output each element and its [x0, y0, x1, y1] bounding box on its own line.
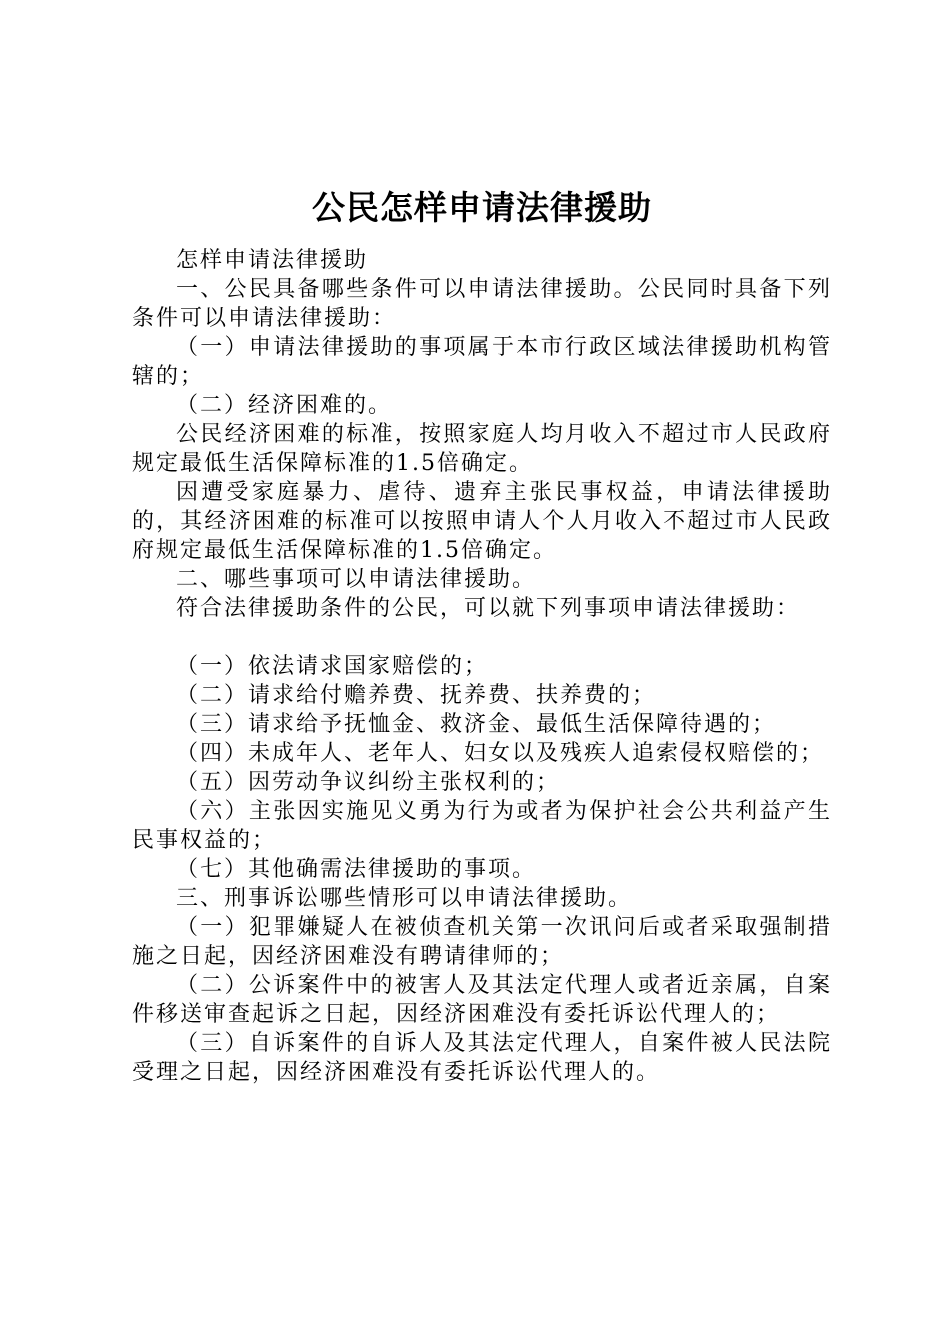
paragraph-matter-5: （五）因劳动争议纠纷主张权利的；: [176, 770, 561, 795]
paragraph-hardship-standard: 公民经济困难的标准，按照家庭人均月收入不超过市人民政府规定最低生活保障标准的1.5倍确定。: [132, 422, 832, 476]
paragraph-criminal-2: （二）公诉案件中的被害人及其法定代理人或者近亲属，自案件移送审查起诉之日起，因经济困难没有委托诉讼代理人的；: [132, 973, 832, 1027]
paragraph-matter-2: （二）请求给付赡养费、抚养费、扶养费的；: [176, 683, 657, 708]
paragraph-matter-4: （四）未成年人、老年人、妇女以及残疾人追索侵权赔偿的；: [176, 741, 825, 766]
document-body: [132, 246, 832, 1087]
paragraph-section-3-heading: 三、刑事诉讼哪些情形可以申请法律援助。: [176, 886, 633, 911]
paragraph-criminal-1: （一）犯罪嫌疑人在被侦查机关第一次讯问后或者采取强制措施之日起，因经济困难没有聘请律师的；: [132, 915, 832, 969]
paragraph-section-2-intro: 符合法律援助条件的公民，可以就下列事项申请法律援助：: [176, 596, 801, 621]
paragraph-matter-6: （六）主张因实施见义勇为行为或者为保护社会公共利益产生民事权益的；: [132, 799, 832, 853]
paragraph-matter-7: （七）其他确需法律援助的事项。: [176, 857, 537, 882]
paragraph-domestic-violence: 因遭受家庭暴力、虐待、遗弃主张民事权益，申请法律援助的，其经济困难的标准可以按照申请人个人月收入不超过市人民政府规定最低生活保障标准的1.5倍确定。: [132, 480, 832, 563]
paragraph-condition-1: （一）申请法律援助的事项属于本市行政区域法律援助机构管辖的；: [132, 335, 832, 389]
paragraph-matter-1: （一）依法请求国家赔偿的；: [176, 654, 489, 679]
paragraph-condition-2: （二）经济困难的。: [176, 393, 393, 418]
paragraph-subtitle: 怎样申请法律援助: [176, 248, 369, 273]
paragraph-matter-3: （三）请求给予抚恤金、救济金、最低生活保障待遇的；: [176, 712, 777, 737]
paragraph-criminal-3: （三）自诉案件的自诉人及其法定代理人，自案件被人民法院受理之日起，因经济困难没有委托诉讼代理人的。: [132, 1031, 832, 1085]
document-page: [132, 180, 832, 1087]
document-title: 公民怎样申请法律援助: [312, 188, 652, 227]
paragraph-section-1-heading: 一、公民具备哪些条件可以申请法律援助。公民同时具备下列条件可以申请法律援助：: [132, 277, 832, 331]
paragraph-section-2-heading: 二、哪些事项可以申请法律援助。: [176, 567, 537, 592]
